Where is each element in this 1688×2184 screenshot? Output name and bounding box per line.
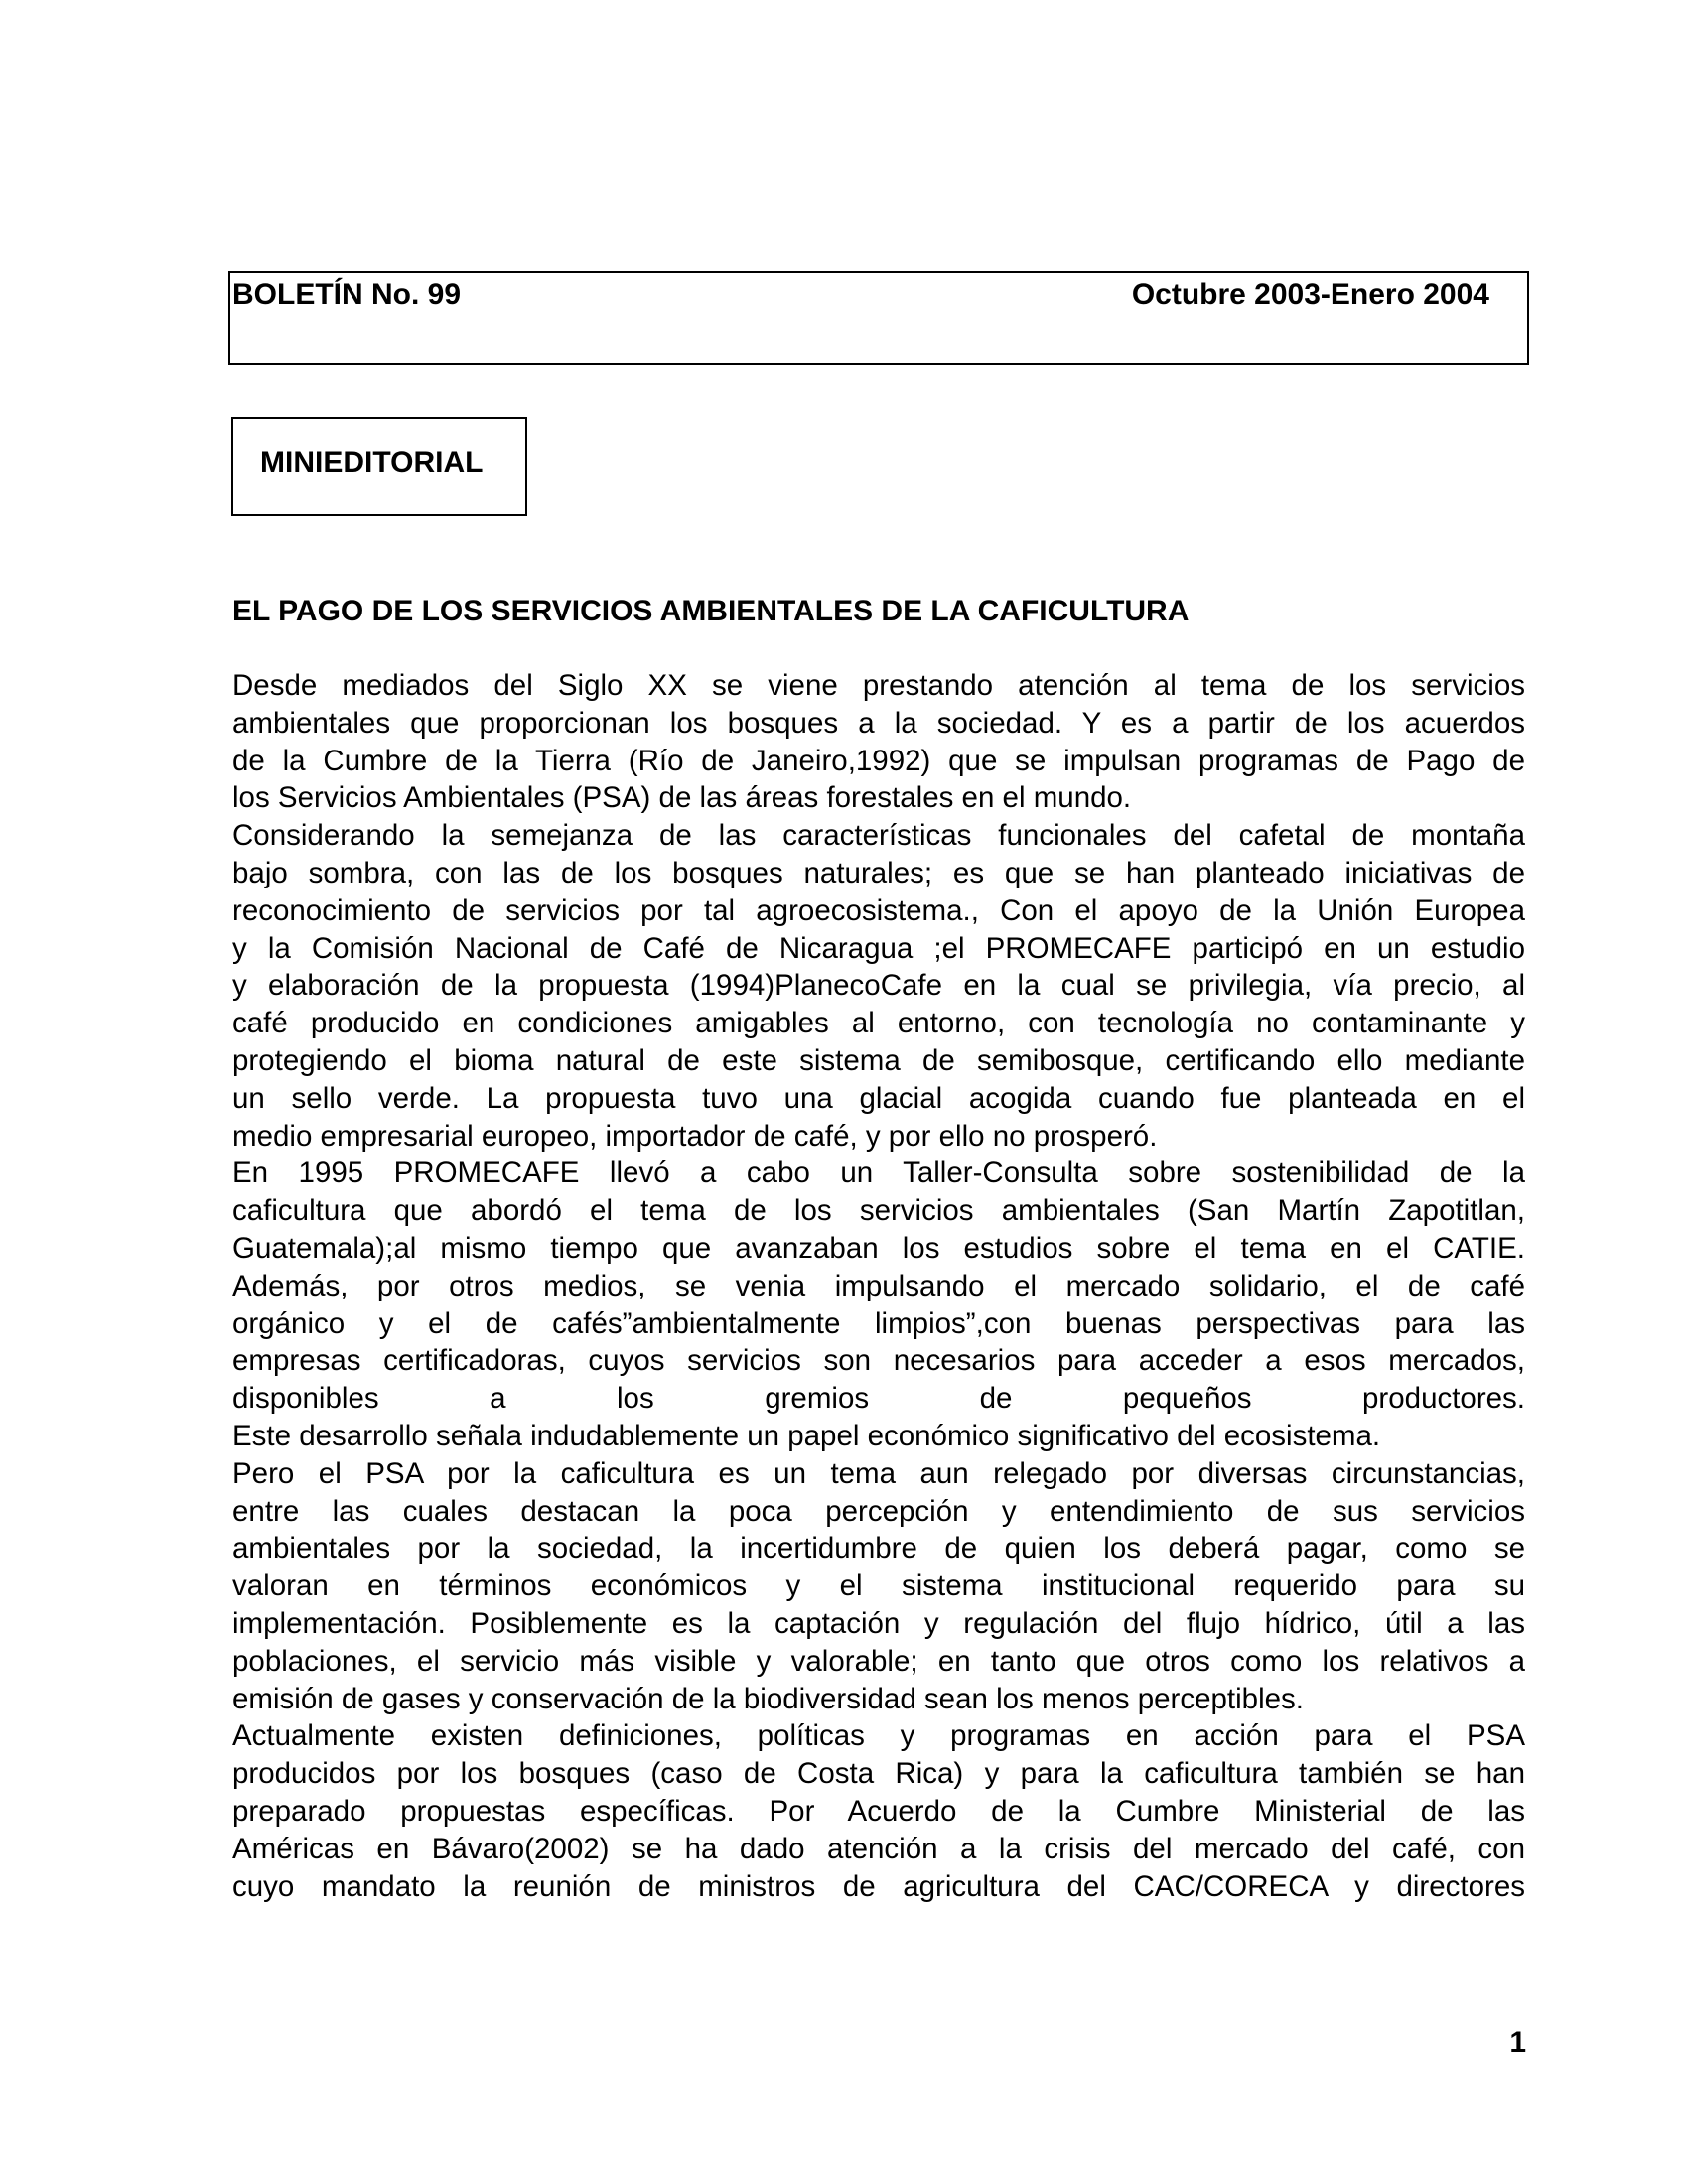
body-line: bajo sombra, con las de los bosques naturales; es que se han planteado iniciativas de <box>232 856 1525 889</box>
article-body <box>232 667 1525 1905</box>
body-line: de la Cumbre de la Tierra (Río de Janeiro,1992) que se impulsan programas de Pago de <box>232 744 1525 777</box>
body-line: disponibles a los gremios de pequeños productores. <box>232 1382 1525 1416</box>
body-line: un sello verde. La propuesta tuvo una glacial acogida cuando fue planteada en el <box>232 1081 1525 1115</box>
body-line: y la Comisión Nacional de Café de Nicaragua ;el PROMECAFE participó en un estudio <box>232 931 1525 965</box>
body-line: café producido en condiciones amigables al entorno, con tecnología no contaminante y <box>232 1007 1525 1040</box>
body-line: producidos por los bosques (caso de Costa Rica) y para la caficultura también se han <box>232 1757 1525 1791</box>
article-title: EL PAGO DE LOS SERVICIOS AMBIENTALES DE LA CAFICULTURA <box>232 595 1190 627</box>
body-line: los Servicios Ambientales (PSA) de las áreas forestales en el mundo. <box>232 781 1132 815</box>
body-line: medio empresarial europeo, importador de café, y por ello no prosperó. <box>232 1119 1158 1153</box>
bulletin-period: Octubre 2003-Enero 2004 <box>1131 278 1489 311</box>
body-line: Desde mediados del Siglo XX se viene prestando atención al tema de los servicios <box>232 669 1525 702</box>
body-line: Además, por otros medios, se venia impulsando el mercado solidario, el de café <box>232 1269 1525 1302</box>
bulletin-header-box <box>228 271 1529 365</box>
body-line: Este desarrollo señala indudablemente un papel económico significativo del ecosistema. <box>232 1419 1381 1452</box>
body-line: ambientales que proporcionan los bosques a la sociedad. Y es a partir de los acuerdos <box>232 706 1525 740</box>
body-line: y elaboración de la propuesta (1994)PlanecoCafe en la cual se privilegia, vía precio, al <box>232 969 1525 1003</box>
body-line: poblaciones, el servicio más visible y valorable; en tanto que otros como los relativos a <box>232 1644 1525 1678</box>
section-label: MINIEDITORIAL <box>260 446 484 478</box>
section-label-box <box>231 417 527 516</box>
bulletin-issue-number: BOLETÍN No. 99 <box>232 278 462 311</box>
body-line: protegiendo el bioma natural de este sistema de semibosque, certificando ello mediante <box>232 1043 1525 1077</box>
body-line: ambientales por la sociedad, la incertidumbre de quien los deberá pagar, como se <box>232 1532 1525 1566</box>
page-number: 1 <box>1509 2026 1526 2059</box>
body-line: valoran en términos económicos y el sistema institucional requerido para su <box>232 1570 1525 1603</box>
body-line: cuyo mandato la reunión de ministros de agricultura del CAC/CORECA y directores <box>232 1869 1525 1903</box>
body-line: reconocimiento de servicios por tal agroecosistema., Con el apoyo de la Unión Europea <box>232 893 1525 927</box>
body-line: empresas certificadoras, cuyos servicios son necesarios para acceder a esos mercados, <box>232 1344 1525 1378</box>
body-line: En 1995 PROMECAFE llevó a cabo un Taller-Consulta sobre sostenibilidad de la <box>232 1157 1525 1190</box>
body-line: Actualmente existen definiciones, políticas y programas en acción para el PSA <box>232 1719 1525 1753</box>
body-line: Guatemala);al mismo tiempo que avanzaban los estudios sobre el tema en el CATIE. <box>232 1231 1525 1265</box>
body-line: emisión de gases y conservación de la biodiversidad sean los menos perceptibles. <box>232 1682 1304 1715</box>
body-line: Américas en Bávaro(2002) se ha dado atención a la crisis del mercado del café, con <box>232 1832 1525 1865</box>
body-line: implementación. Posiblemente es la captación y regulación del flujo hídrico, útil a las <box>232 1606 1525 1640</box>
body-line: orgánico y el de cafés”ambientalmente limpios”,con buenas perspectivas para las <box>232 1306 1525 1340</box>
body-line: caficultura que abordó el tema de los servicios ambientales (San Martín Zapotitlan, <box>232 1194 1525 1228</box>
body-line: entre las cuales destacan la poca percepción y entendimiento de sus servicios <box>232 1494 1525 1528</box>
body-line: preparado propuestas específicas. Por Acuerdo de la Cumbre Ministerial de las <box>232 1794 1525 1828</box>
body-line: Pero el PSA por la caficultura es un tema aun relegado por diversas circunstancias, <box>232 1456 1525 1490</box>
body-line: Considerando la semejanza de las características funcionales del cafetal de montaña <box>232 819 1525 853</box>
